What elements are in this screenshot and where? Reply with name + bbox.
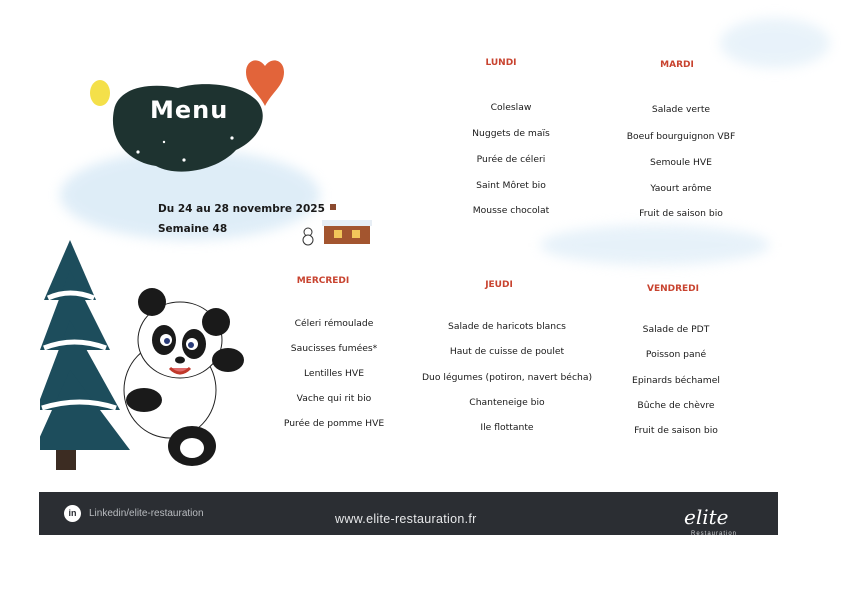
day-column-vendredi bbox=[578, 284, 768, 294]
dish-item: Purée de céleri bbox=[476, 154, 546, 165]
dish-item: Salade de haricots blancs bbox=[448, 321, 566, 332]
day-title: MARDI bbox=[660, 60, 694, 70]
day-title: JEUDI bbox=[485, 280, 513, 290]
dish-item: Mousse chocolat bbox=[472, 205, 550, 216]
dish-item: Ile flottante bbox=[480, 422, 534, 433]
footer-bar bbox=[39, 492, 778, 535]
orange-heart-decoration bbox=[244, 52, 286, 108]
dish-item: Yaourt arôme bbox=[650, 183, 712, 194]
linkedin-icon: in bbox=[64, 505, 81, 522]
website-link[interactable]: www.elite-restauration.fr bbox=[335, 512, 477, 526]
linkedin-link[interactable]: Linkedin/elite-restauration bbox=[89, 508, 204, 519]
day-title: MERCREDI bbox=[296, 276, 350, 286]
day-column-mardi bbox=[582, 60, 772, 70]
page-title: Menu bbox=[150, 96, 229, 124]
day-column-jeudi bbox=[404, 280, 594, 290]
yellow-balloon-decoration bbox=[88, 78, 112, 112]
dish-item: Purée de pomme HVE bbox=[283, 418, 385, 429]
dish-item: Coleslaw bbox=[490, 102, 532, 113]
day-title: VENDREDI bbox=[646, 284, 699, 294]
dish-item: Lentilles HVE bbox=[303, 368, 365, 379]
dish-item: Epinards béchamel bbox=[632, 375, 720, 386]
dish-item: Fruit de saison bio bbox=[639, 208, 723, 219]
dish-item: Saucisses fumées* bbox=[290, 343, 378, 354]
dish-item: Vache qui rit bio bbox=[296, 393, 372, 404]
day-column-lundi bbox=[406, 58, 596, 68]
brand-logo: elite bbox=[684, 505, 729, 529]
dish-item: Salade de PDT bbox=[642, 324, 710, 335]
cabin-decoration bbox=[300, 204, 372, 248]
week-number: Semaine 48 bbox=[158, 223, 228, 235]
dish-item: Bûche de chèvre bbox=[637, 400, 715, 411]
panda-tree-illustration bbox=[40, 240, 245, 478]
dish-item: Semoule HVE bbox=[649, 157, 712, 168]
day-title: LUNDI bbox=[485, 58, 517, 68]
dish-item: Céleri rémoulade bbox=[294, 318, 374, 329]
dish-item: Fruit de saison bio bbox=[634, 425, 718, 436]
dish-item: Nuggets de maïs bbox=[472, 128, 550, 139]
dish-item: Duo légumes (potiron, navert bécha) bbox=[421, 372, 593, 383]
dish-item: Poisson pané bbox=[645, 349, 707, 360]
day-column-mercredi bbox=[228, 276, 418, 286]
dish-item: Boeuf bourguignon VBF bbox=[626, 131, 736, 142]
date-range: Du 24 au 28 novembre 2025 bbox=[158, 203, 325, 215]
dish-item: Saint Môret bio bbox=[476, 180, 546, 191]
dish-item: Salade verte bbox=[651, 104, 711, 115]
dish-item: Haut de cuisse de poulet bbox=[449, 346, 565, 357]
brand-subtitle: Restauration bbox=[691, 531, 738, 537]
dish-item: Chanteneige bio bbox=[469, 397, 545, 408]
snow-decoration bbox=[540, 225, 770, 265]
